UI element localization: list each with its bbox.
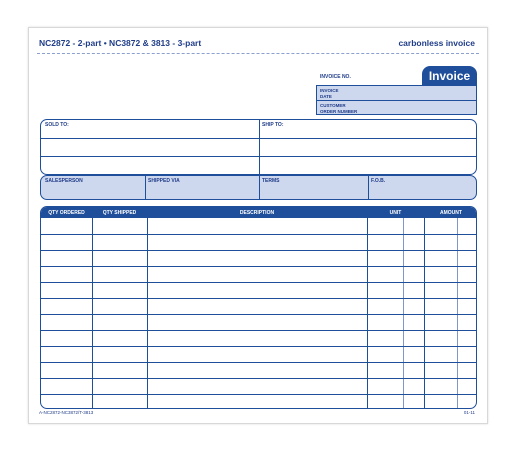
sold-ship-box (40, 119, 477, 175)
invoice-number-label: INVOICE NO. (320, 74, 351, 80)
col-amount: AMOUNT (440, 209, 462, 216)
col-description: DESCRIPTION (239, 209, 275, 216)
invoice-date-label-line2: DATE (320, 93, 332, 99)
col-qty-shipped: QTY SHIPPED (102, 209, 137, 216)
table-row (41, 394, 476, 395)
customer-order-number-field[interactable] (317, 101, 476, 116)
header-divider (37, 53, 479, 54)
table-row (41, 362, 476, 363)
table-row (41, 250, 476, 251)
form-numbers: NC2872 - 2-part • NC3872 & 3813 - 3-part (39, 38, 202, 48)
table-row (41, 298, 476, 299)
invoice-title-badge: Invoice (422, 66, 477, 85)
form-type: carbonless invoice (398, 38, 475, 48)
unit-cents-divider (403, 218, 404, 408)
address-line (41, 138, 476, 139)
ship-to-label: SHIP TO: (262, 122, 284, 128)
shipped-via-label: SHIPPED VIA (148, 178, 180, 184)
sold-ship-divider (259, 120, 260, 174)
col-unit: UNIT (389, 209, 402, 216)
form-code: A-NC2872-NC3872/T-3813 (39, 410, 94, 415)
table-row (41, 234, 476, 235)
meta-divider (259, 176, 260, 199)
fob-label: F.O.B. (371, 178, 386, 184)
salesperson-label: SALESPERSON (45, 178, 83, 184)
customer-order-label-line2: ORDER NUMBER (320, 108, 358, 114)
address-line (41, 156, 476, 157)
customer-order-label-line1: CUSTOMER (320, 103, 346, 108)
revision-code: 01-11 (463, 410, 475, 415)
table-row (41, 330, 476, 331)
table-row (41, 314, 476, 315)
order-meta-box (40, 175, 477, 200)
sold-to-label: SOLD TO: (45, 122, 69, 128)
table-row (41, 282, 476, 283)
table-row (41, 378, 476, 379)
meta-divider (368, 176, 369, 199)
table-row (41, 266, 476, 267)
invoice-date-label-line1: INVOICE (320, 88, 339, 93)
invoice-date-field[interactable] (317, 86, 476, 101)
terms-label: TERMS (262, 178, 280, 184)
meta-divider (145, 176, 146, 199)
table-row (41, 346, 476, 347)
line-items-table (40, 206, 477, 409)
invoice-form-sheet (28, 27, 488, 424)
col-qty-ordered: QTY ORDERED (48, 209, 85, 216)
invoice-info-box (316, 85, 477, 115)
amount-cents-divider (457, 218, 458, 408)
